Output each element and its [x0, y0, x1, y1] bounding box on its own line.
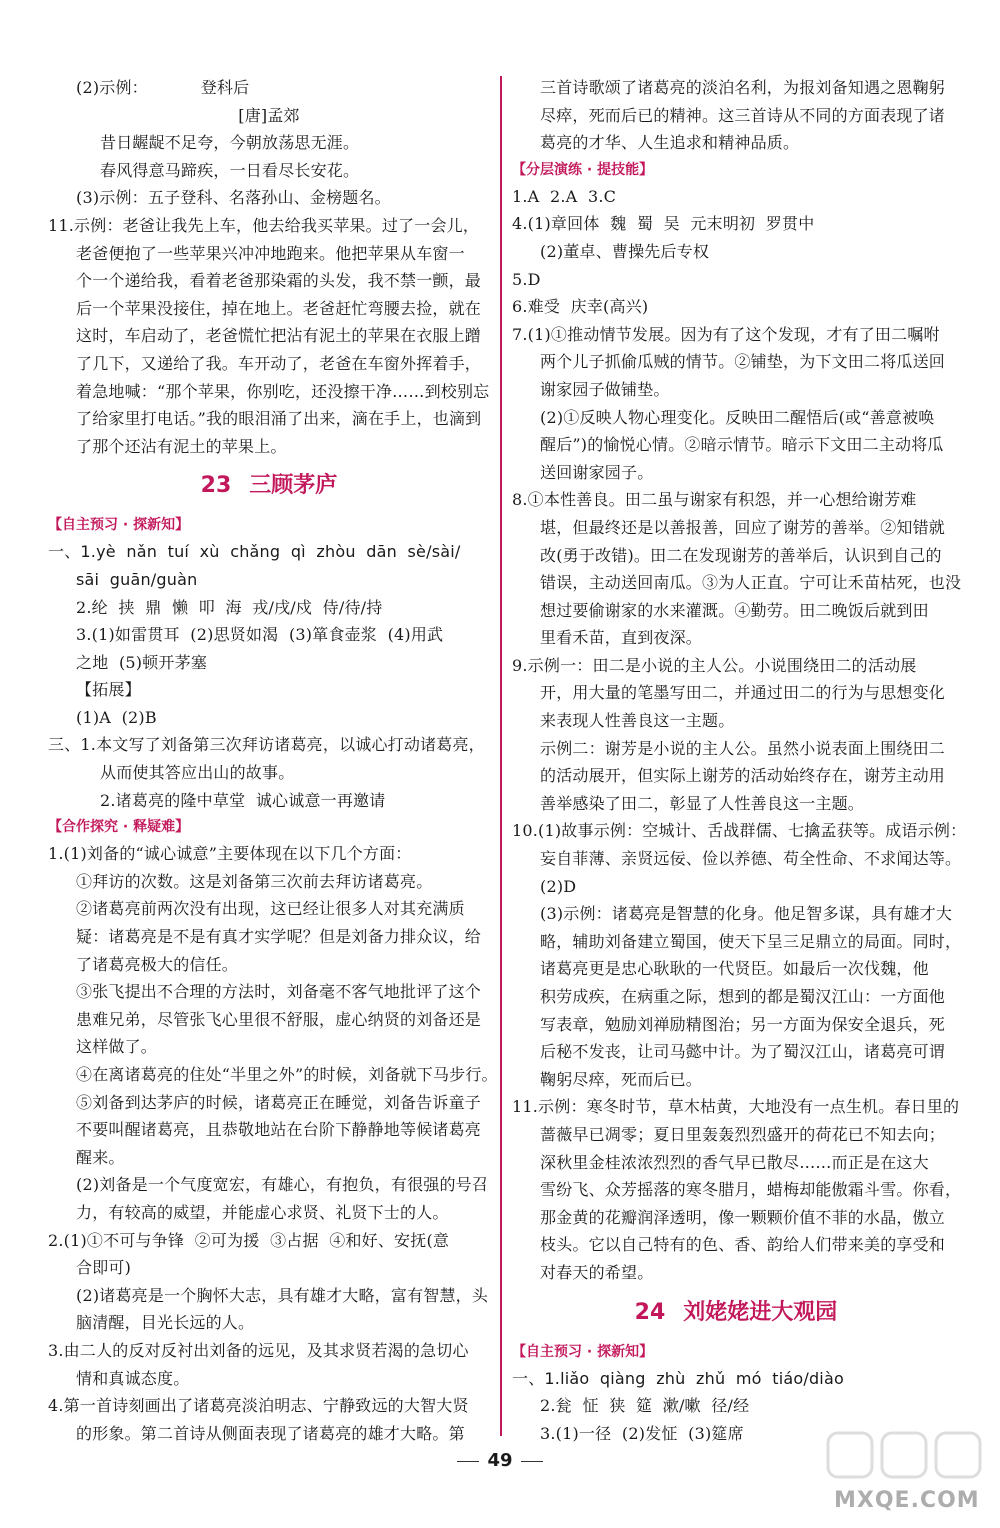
text-line: 2.纶 挟 鼎 懒 叩 海 戎/戌/戍 侍/待/持: [76, 597, 383, 617]
text-line: 老爸便抱了一些苹果兴冲冲地跑来。他把苹果从车窗一: [76, 243, 465, 263]
text-line: 醒后”)的愉悦心情。②暗示情节。暗示下文田二主动将瓜: [540, 435, 944, 455]
text-line: 昔日龌龊不足夸，今朝放荡思无涯。: [100, 133, 360, 153]
text-line: 三、1.本文写了刘备第三次拜访诸葛亮，以诚心打动诸葛亮，: [48, 735, 485, 755]
lesson-title-text: 刘姥姥进大观园: [683, 1299, 838, 1325]
text-line: 9.示例一：田二是小说的主人公。小说围绕田二的活动展: [512, 655, 917, 675]
section-heading: 【自主预习 · 探新知】: [48, 517, 190, 534]
text-line: 10.(1)故事示例：空城计、舌战群儒、七擒孟获等。成语示例：: [512, 821, 967, 841]
lesson-title-text: 三顾茅庐: [249, 473, 338, 499]
text-line: 这样做了。: [76, 1037, 158, 1057]
section-heading: 【自主预习 · 探新知】: [512, 1343, 654, 1360]
text-line: 春风得意马蹄疾，一日看尽长安花。: [100, 160, 360, 180]
text-line: 送回谢家园子。: [540, 462, 654, 482]
text-line: (3)示例：诸葛亮是智慧的化身。他足智多谋，具有雄才大: [540, 904, 953, 924]
text-line: 尽瘁，死而后已的精神。这三首诗从不同的方面表现了诸: [540, 105, 946, 125]
text-line: 想过要偷谢家的水来灌溉。④勤劳。田二晚饭后就到田: [540, 600, 929, 620]
text-line: 情和真诚态度。: [76, 1368, 190, 1388]
text-line: (3)示例：五子登科、名落孙山、金榜题名。: [76, 188, 391, 208]
text-line: 里看禾苗，直到夜深。: [540, 628, 703, 648]
text-line: 着急地喊：“那个苹果，你别吃，还没擦干净……到校别忘: [76, 381, 490, 401]
text-line: 脑清醒，目光长远的人。: [76, 1313, 255, 1333]
page-number: [440, 1450, 560, 1471]
text-line: ②诸葛亮前两次没有出现，这已经让很多人对其充满质: [76, 899, 465, 919]
lesson-number: 24: [634, 1299, 666, 1325]
text-line: 那金黄的花瓣润泽透明，像一颗颗价值不菲的水晶，傲立: [540, 1207, 946, 1227]
text-line: 3.(1)如雷贯耳 (2)思贤如渴 (3)箪食壶浆 (4)用武: [76, 625, 444, 645]
text-line: 5.D: [512, 269, 541, 289]
text-line: 4.(1)章回体 魏 蜀 吴 元末明初 罗贯中: [512, 214, 815, 234]
text-line: 力，有较高的威望，并能虚心求贤、礼贤下士的人。: [76, 1202, 449, 1222]
text-line: (1)A (2)B: [76, 707, 157, 727]
column-divider: [500, 76, 502, 1436]
text-line: 8.①本性善良。田二虽与谢家有积怨，并一心想给谢芳难: [512, 490, 917, 510]
text-line: 妄自菲薄、亲贤远佞、俭以养德、苟全性命、不求闻达等。: [540, 849, 962, 869]
text-line: 一、1.liǎo qiàng zhù zhǔ mó tiáo/diào: [512, 1368, 844, 1388]
watermark-text: MXQE.COM: [834, 1488, 980, 1513]
text-line: 雪纷飞、众芳摇落的寒冬腊月，蜡梅却能傲霜斗雪。你看，: [540, 1180, 962, 1200]
text-line: 枝头。它以自己特有的色、香、韵给人们带来美的享受和: [540, 1235, 946, 1255]
text-line: 深秋里金桂浓浓烈烈的香气早已散尽……而正是在这大: [540, 1152, 929, 1172]
text-line: 开，用大量的笔墨写田二，并通过田二的行为与思想变化: [540, 683, 946, 703]
text-line: 1.(1)刘备的“诚心诚意”主要体现在以下几个方面：: [48, 844, 412, 864]
text-line: 3.由二人的反对反衬出刘备的远见，及其求贤若渴的急切心: [48, 1340, 469, 1360]
text-line: 之地 (5)顿开茅塞: [76, 652, 208, 672]
text-line: 的形象。第二首诗从侧面表现了诸葛亮的雄才大略。第: [76, 1423, 465, 1443]
text-line: 堪，但最终还是以善报善，回应了谢芳的善举。②知错就: [540, 517, 946, 537]
text-line: 了诸葛亮极大的信任。: [76, 954, 239, 974]
dash-left: [457, 1461, 479, 1462]
lesson-title: [512, 1291, 960, 1335]
text-line: 蔷薇早已凋零；夏日里轰轰烈烈盛开的荷花已不知去向；: [540, 1124, 946, 1144]
lesson-title: [48, 464, 490, 508]
text-line: 患难兄弟，尽管张飞心里很不舒服，虚心纳贤的刘备还是: [76, 1009, 482, 1029]
text-line: 错误，主动送回南瓜。③为人正直。宁可让禾苗枯死，也没: [540, 573, 962, 593]
text-line: 三首诗歌颂了诸葛亮的淡泊名利，为报刘备知遇之恩鞠躬: [540, 78, 946, 97]
section-heading: 【合作探究 · 释疑难】: [48, 819, 190, 836]
text-line: 醒来。: [76, 1147, 125, 1167]
text-line: 【拓展】: [76, 680, 141, 700]
text-line: 善举感染了田二，彰显了人性善良这一主题。: [540, 793, 865, 813]
text-line: 的活动展开，但实际上谢芳的活动始终存在，谢芳主动用: [540, 766, 946, 786]
text-line: 改(勇于改错)。田二在发现谢芳的善举后，认识到自己的: [540, 545, 942, 565]
text-line: 了那个还沾有泥土的苹果上。: [76, 436, 287, 456]
text-line: 写表章，勉励刘禅励精图治；另一方面为保安全退兵，死: [540, 1014, 946, 1034]
text-line: 葛亮的才华、人生追求和精神品质。: [540, 133, 800, 153]
text-line: 疑：诸葛亮是不是有真才实学呢？但是刘备力排众议，给: [76, 927, 482, 947]
left-column: [48, 74, 498, 1447]
text-line: 从而使其答应出山的故事。: [100, 763, 295, 783]
lesson-number: 23: [200, 473, 232, 499]
text-line: 不要叫醒诸葛亮，且恭敬地站在台阶下静静地等候诸葛亮: [76, 1120, 482, 1140]
text-line: (2)①反映人物心理变化。反映田二醒悟后(或“善意被唤: [540, 407, 935, 427]
text-line: 示例二：谢芳是小说的主人公。虽然小说表面上围绕田二: [540, 738, 946, 758]
text-line: 11.示例：寒冬时节，草木枯黄，大地没有一点生机。春日里的: [512, 1097, 960, 1117]
text-line: 了几下，又递给了我。车开动了，老爸在车窗外挥着手，: [76, 353, 482, 373]
text-line: 7.(1)①推动情节发展。因为有了这个发现，才有了田二嘱咐: [512, 324, 940, 344]
text-line: 1.A 2.A 3.C: [512, 186, 617, 206]
text-line: 2.(1)①不可与争锋 ②可为援 ③占据 ④和好、安抚(意: [48, 1230, 450, 1250]
text-line: 一、1.yè nǎn tuí xù chǎng qì zhòu dān sè/sài/: [48, 542, 461, 562]
text-line: 诸葛亮更是忠心耿耿的一代贤臣。如最后一次伐魏，他: [540, 959, 929, 979]
text-line: 来表现人性善良这一主题。: [540, 711, 735, 731]
text-line: 合即可): [76, 1258, 132, 1278]
text-line: 两个儿子抓偷瓜贼的情节。②铺垫，为下文田二将瓜送回: [540, 352, 946, 372]
text-line: (2)D: [540, 876, 577, 896]
text-line: 积劳成疾，在病重之际，想到的都是蜀汉江山：一方面他: [540, 987, 946, 1006]
text-line: ③张飞提出不合理的方法时，刘备毫不客气地批评了这个: [76, 982, 482, 1002]
text-line: (2)董卓、曹操先后专权: [540, 241, 710, 261]
text-line: 后秘不发丧，让司马懿中计。为了蜀汉江山，诸葛亮可谓: [540, 1042, 946, 1062]
text-line: 鞠躬尽瘁，死而后已。: [540, 1069, 703, 1089]
text-line: 谢家园子做铺垫。: [540, 379, 670, 399]
text-line: 对春天的希望。: [540, 1262, 654, 1282]
text-line: 2.诸葛亮的隆中草堂 诚心诚意一再邀请: [100, 790, 386, 810]
text-line: 3.(1)一径 (2)发怔 (3)筵席: [540, 1423, 744, 1443]
text-line: ①拜访的次数。这是刘备第三次前去拜访诸葛亮。: [76, 871, 433, 891]
right-column: [512, 74, 967, 1447]
dash-right: [521, 1461, 543, 1462]
text-line: 略，辅助刘备建立蜀国，使天下呈三足鼎立的局面。同时，: [540, 931, 962, 951]
text-line: ⑤刘备到达茅庐的时候，诸葛亮正在睡觉，刘备告诉童子: [76, 1092, 482, 1112]
text-line: 个一个递给我，看着老爸那染霜的头发，我不禁一颤，最: [76, 271, 482, 291]
section-heading: 【分层演练 · 提技能】: [512, 161, 654, 178]
text-line: (2)刘备是一个气度宽宏，有雄心，有抱负，有很强的号召: [76, 1175, 489, 1195]
page-number-text: 49: [487, 1450, 513, 1471]
text-line: sāi guān/guàn: [76, 569, 198, 589]
text-line: 后一个苹果没接住，掉在地上。老爸赶忙弯腰去捡，就在: [76, 298, 482, 318]
text-line: 这时，车启动了，老爸慌忙把沾有泥土的苹果在衣服上蹭: [76, 326, 482, 346]
text-line: ④在离诸葛亮的住处“半里之外”的时候，刘备就下马步行。: [76, 1065, 498, 1084]
text-line: 6.难受 庆幸(高兴): [512, 297, 649, 317]
text-line: (2)示例： 登科后: [76, 78, 250, 97]
text-line: (2)诸葛亮是一个胸怀大志，具有雄才大略，富有智慧，头: [76, 1285, 489, 1305]
text-line: 4.第一首诗刻画出了诸葛亮淡泊明志、宁静致远的大智大贤: [48, 1396, 469, 1416]
text-line: [唐]孟郊: [238, 105, 300, 125]
text-line: 2.瓮 怔 狭 筵 漱/嗽 径/经: [540, 1396, 750, 1416]
text-line: 了给家里打电话。”我的眼泪涌了出来，滴在手上，也滴到: [76, 409, 482, 429]
text-line: 11.示例：老爸让我先上车，他去给我买苹果。过了一会儿，: [48, 215, 480, 235]
